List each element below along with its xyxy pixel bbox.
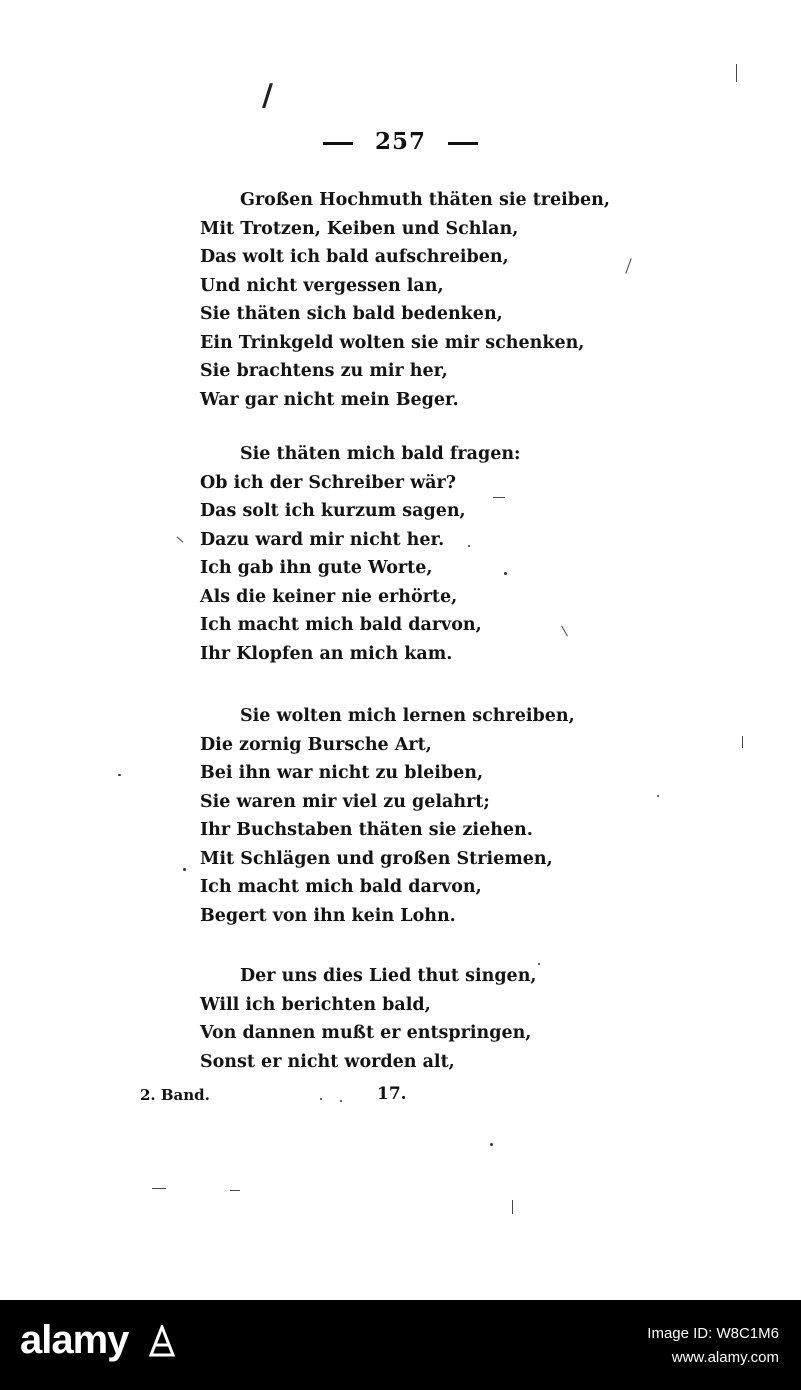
stanza-2 <box>200 440 521 668</box>
verse-line: Sie wolten mich lernen schreiben, <box>240 706 575 726</box>
scan-noise <box>493 497 505 498</box>
scan-noise <box>320 1098 322 1100</box>
scan-noise <box>118 774 121 776</box>
verse-line: Ob ich der Schreiber wär? <box>200 472 456 493</box>
verse-line: Ihr Buchstaben thäten sie ziehen. <box>200 820 533 840</box>
signature-mark: 2. Band. <box>140 1086 210 1104</box>
verse-line: Begert von ihn kein Lohn. <box>200 905 456 926</box>
watermark-logo <box>20 1318 175 1363</box>
scan-noise <box>512 1200 513 1214</box>
scan-noise <box>657 795 659 797</box>
verse-line: Dazu ward mir nicht her. <box>200 529 445 550</box>
scan-noise <box>468 545 470 547</box>
scan-noise <box>504 572 507 575</box>
verse-line: Will ich berichten bald, <box>200 994 431 1015</box>
header-dash-right <box>448 142 478 145</box>
verse-line: War gar nicht mein Beger. <box>200 389 459 410</box>
verse-line: Ich macht mich bald darvon, <box>200 877 482 897</box>
verse-line: Großen Hochmuth thäten sie treiben, <box>240 190 610 210</box>
verse-line: Sonst er nicht worden alt, <box>200 1051 455 1072</box>
verse-line: Sie thäten mich bald fragen: <box>240 444 521 464</box>
scan-noise <box>538 963 540 965</box>
scan-noise <box>742 736 743 748</box>
verse-line: Ich macht mich bald darvon, <box>200 615 482 635</box>
watermark-site: www.alamy.com <box>671 1349 779 1366</box>
verse-line: Sie waren mir viel zu gelahrt; <box>200 791 490 812</box>
watermark-banner <box>0 1300 801 1390</box>
page-header <box>0 128 801 155</box>
stanza-3 <box>200 702 575 930</box>
watermark-info <box>647 1322 779 1370</box>
verse-line: Das solt ich kurzum sagen, <box>200 501 466 521</box>
watermark-image-id: Image ID: W8C1M6 <box>647 1325 779 1342</box>
verse-line: Ich gab ihn gute Worte, <box>200 558 433 578</box>
page-number: 257 <box>374 128 426 155</box>
verse-line: Mit Trotzen, Keiben und Schlan, <box>200 218 519 239</box>
verse-line: Als die keiner nie erhörte, <box>200 586 458 607</box>
page-top-mark: / <box>262 78 273 113</box>
verse-line: Von dannen mußt er entspringen, <box>200 1023 532 1043</box>
scan-noise <box>625 258 631 273</box>
scan-noise <box>183 868 186 871</box>
verse-line: Und nicht vergessen lan, <box>200 275 444 296</box>
stanza-4 <box>200 962 537 1076</box>
scan-noise <box>490 1143 493 1146</box>
sheet-number: 17. <box>377 1084 407 1104</box>
stanza-1 <box>200 186 610 414</box>
verse-line: Sie thäten sich bald bedenken, <box>200 304 503 324</box>
verse-line: Mit Schlägen und großen Striemen, <box>200 848 553 869</box>
verse-line: Bei ihn war nicht zu bleiben, <box>200 763 484 783</box>
verse-line: Die zornig Bursche Art, <box>200 734 432 755</box>
scan-noise <box>152 1188 166 1189</box>
verse-line: Sie brachtens zu mir her, <box>200 361 448 381</box>
scan-noise <box>177 537 184 543</box>
scan-noise <box>230 1190 240 1191</box>
scan-noise <box>340 1100 342 1102</box>
scan-noise <box>561 626 568 637</box>
verse-line: Das wolt ich bald aufschreiben, <box>200 247 509 267</box>
header-dash-left <box>323 142 353 145</box>
alamy-mark-icon <box>149 1325 175 1357</box>
scan-noise <box>736 64 737 82</box>
verse-line: Ihr Klopfen an mich kam. <box>200 643 453 664</box>
verse-line: Der uns dies Lied thut singen, <box>240 966 537 986</box>
watermark-logo-text: alamy <box>20 1318 129 1362</box>
verse-line: Ein Trinkgeld wolten sie mir schenken, <box>200 332 585 353</box>
